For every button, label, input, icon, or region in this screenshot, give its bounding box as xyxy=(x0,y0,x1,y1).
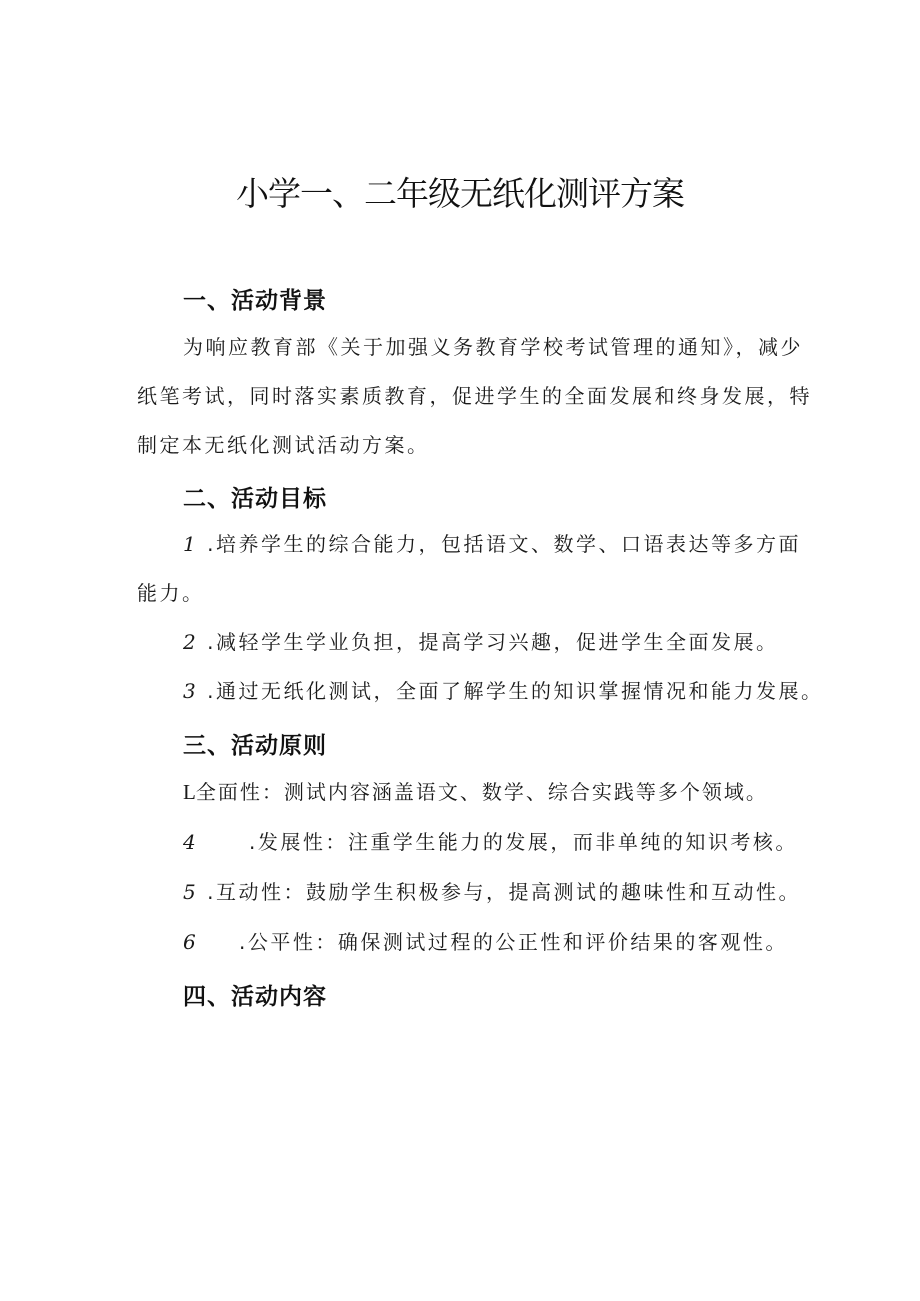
section-heading-principles: 三、活动原则 xyxy=(183,733,327,759)
list-item-number: L xyxy=(183,780,196,804)
section-heading-content: 四、活动内容 xyxy=(183,984,327,1010)
paragraph-line: 为响应教育部《关于加强义务教育学校考试管理的通知》，减少 xyxy=(183,335,803,359)
list-item-number: 2 xyxy=(183,630,199,654)
list-item xyxy=(183,528,801,557)
paragraph-line: 纸笔考试，同时落实素质教育，促进学生的全面发展和终身发展，特 xyxy=(137,384,812,408)
list-item-text: .公平性：确保测试过程的公正性和评价结果的客观性。 xyxy=(239,930,788,954)
list-item-text: 全面性：测试内容涵盖语文、数学、综合实践等多个领域。 xyxy=(195,780,768,804)
paragraph-line: 制定本无纸化测试活动方案。 xyxy=(137,433,430,457)
list-item xyxy=(183,675,823,704)
list-item xyxy=(183,876,801,905)
list-item-number: 5 xyxy=(183,880,199,904)
list-item-text: .培养学生的综合能力，包括语文、数学、口语表达等多方面 xyxy=(207,532,801,556)
document-title: 小学一、二年级无纸化测评方案 xyxy=(236,174,684,213)
list-item-continuation: 能力。 xyxy=(137,581,205,605)
list-item-number: 3 xyxy=(183,679,199,703)
list-item-text: .通过无纸化测试，全面了解学生的知识掌握情况和能力发展。 xyxy=(207,679,824,703)
list-item xyxy=(183,776,768,805)
list-item xyxy=(183,926,788,955)
list-item-number: 6 xyxy=(183,930,199,954)
list-item-number: 1 xyxy=(183,532,199,556)
list-item-text: .发展性：注重学生能力的发展，而非单纯的知识考核。 xyxy=(249,830,798,854)
section-heading-background: 一、活动背景 xyxy=(183,288,327,314)
list-item xyxy=(183,826,798,855)
section-heading-goals: 二、活动目标 xyxy=(183,486,327,512)
list-item xyxy=(183,626,778,655)
list-item-text: .减轻学生学业负担，提高学习兴趣，促进学生全面发展。 xyxy=(207,630,779,654)
list-item-number: 4 xyxy=(183,830,199,854)
list-item-text: .互动性：鼓励学生积极参与，提高测试的趣味性和互动性。 xyxy=(207,880,801,904)
